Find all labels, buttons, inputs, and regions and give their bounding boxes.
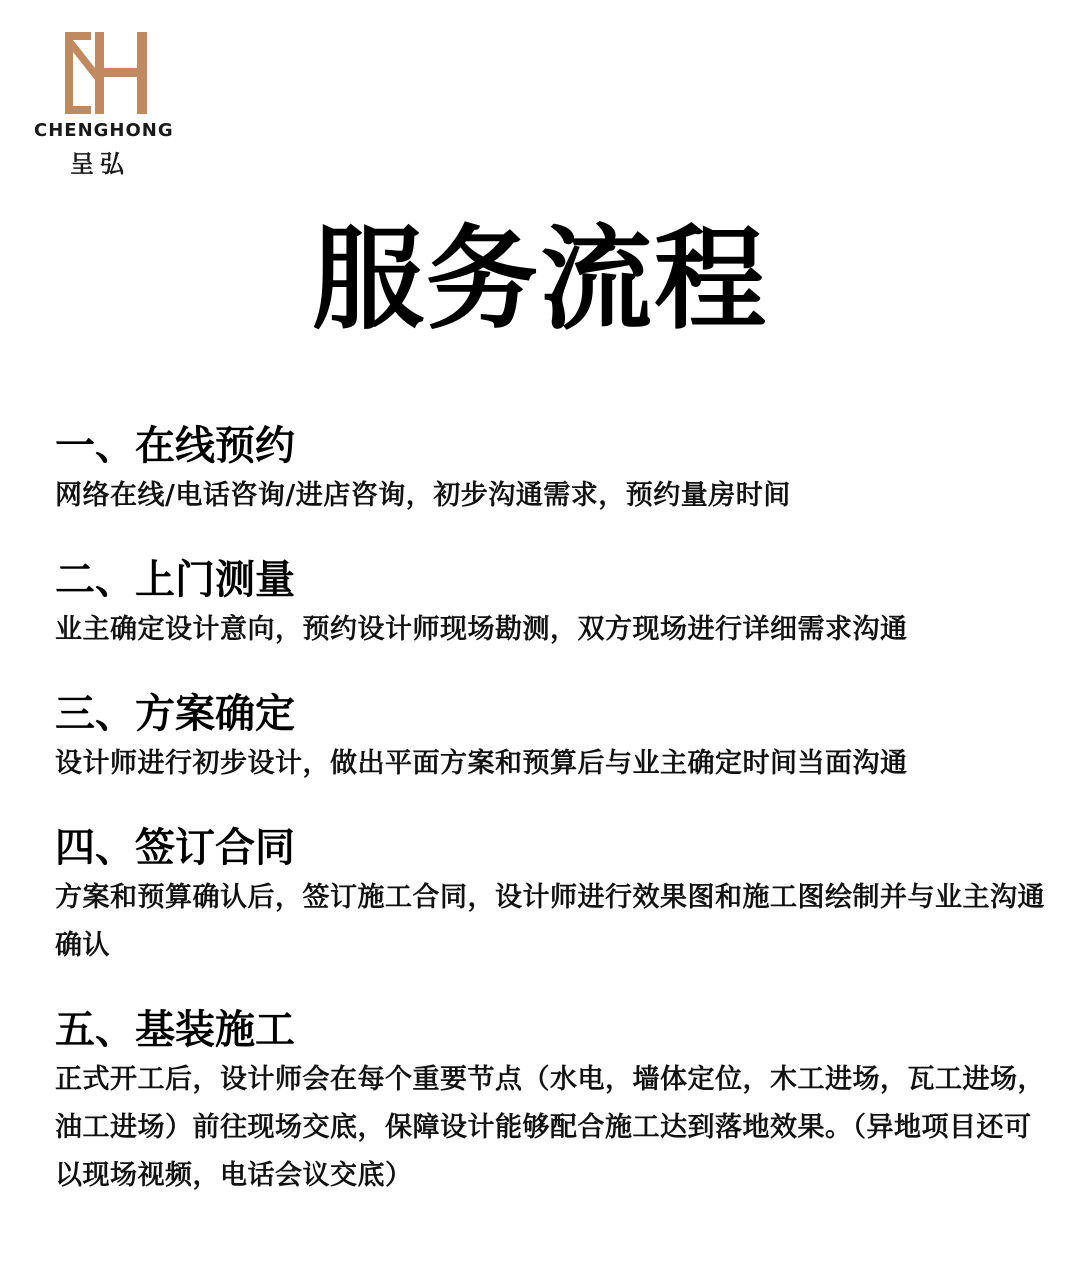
step-description: 方案和预算确认后，签订施工合同，设计师进行效果图和施工图绘制并与业主沟通确认 bbox=[55, 882, 1045, 961]
step-onsite-measurement bbox=[55, 554, 1045, 654]
step-heading: 四、签订合同 bbox=[55, 825, 295, 871]
step-description: 网络在线/电话咨询/进店咨询，初步沟通需求，预约量房时间 bbox=[55, 480, 791, 511]
step-heading: 五、基装施工 bbox=[55, 1007, 295, 1053]
step-description: 业主确定设计意向，预约设计师现场勘测，双方现场进行详细需求沟通 bbox=[55, 614, 908, 645]
step-description: 正式开工后，设计师会在每个重要节点（水电，墙体定位，木工进场，瓦工进场，油工进场）前往现场交底，保障设计能够配合施工达到落地效果。（异地项目还可以现场视频，电话会议交底） bbox=[55, 1064, 1045, 1191]
step-plan-confirmation bbox=[55, 688, 1045, 788]
brand-logo bbox=[34, 28, 178, 179]
step-contract-signing bbox=[55, 822, 1045, 970]
step-online-appointment bbox=[55, 420, 1045, 520]
page-title: 服务流程 bbox=[312, 215, 768, 345]
step-construction bbox=[55, 1004, 1045, 1200]
step-description: 设计师进行初步设计，做出平面方案和预算后与业主确定时间当面沟通 bbox=[55, 748, 908, 779]
service-steps bbox=[55, 420, 1045, 1234]
step-heading: 二、上门测量 bbox=[55, 557, 295, 603]
brand-name-en: CHENGHONG bbox=[34, 120, 174, 141]
ch-monogram-icon bbox=[61, 28, 151, 118]
step-heading: 三、方案确定 bbox=[55, 691, 295, 737]
brand-name-cn: 呈弘 bbox=[70, 150, 130, 178]
step-heading: 一、在线预约 bbox=[55, 423, 295, 469]
